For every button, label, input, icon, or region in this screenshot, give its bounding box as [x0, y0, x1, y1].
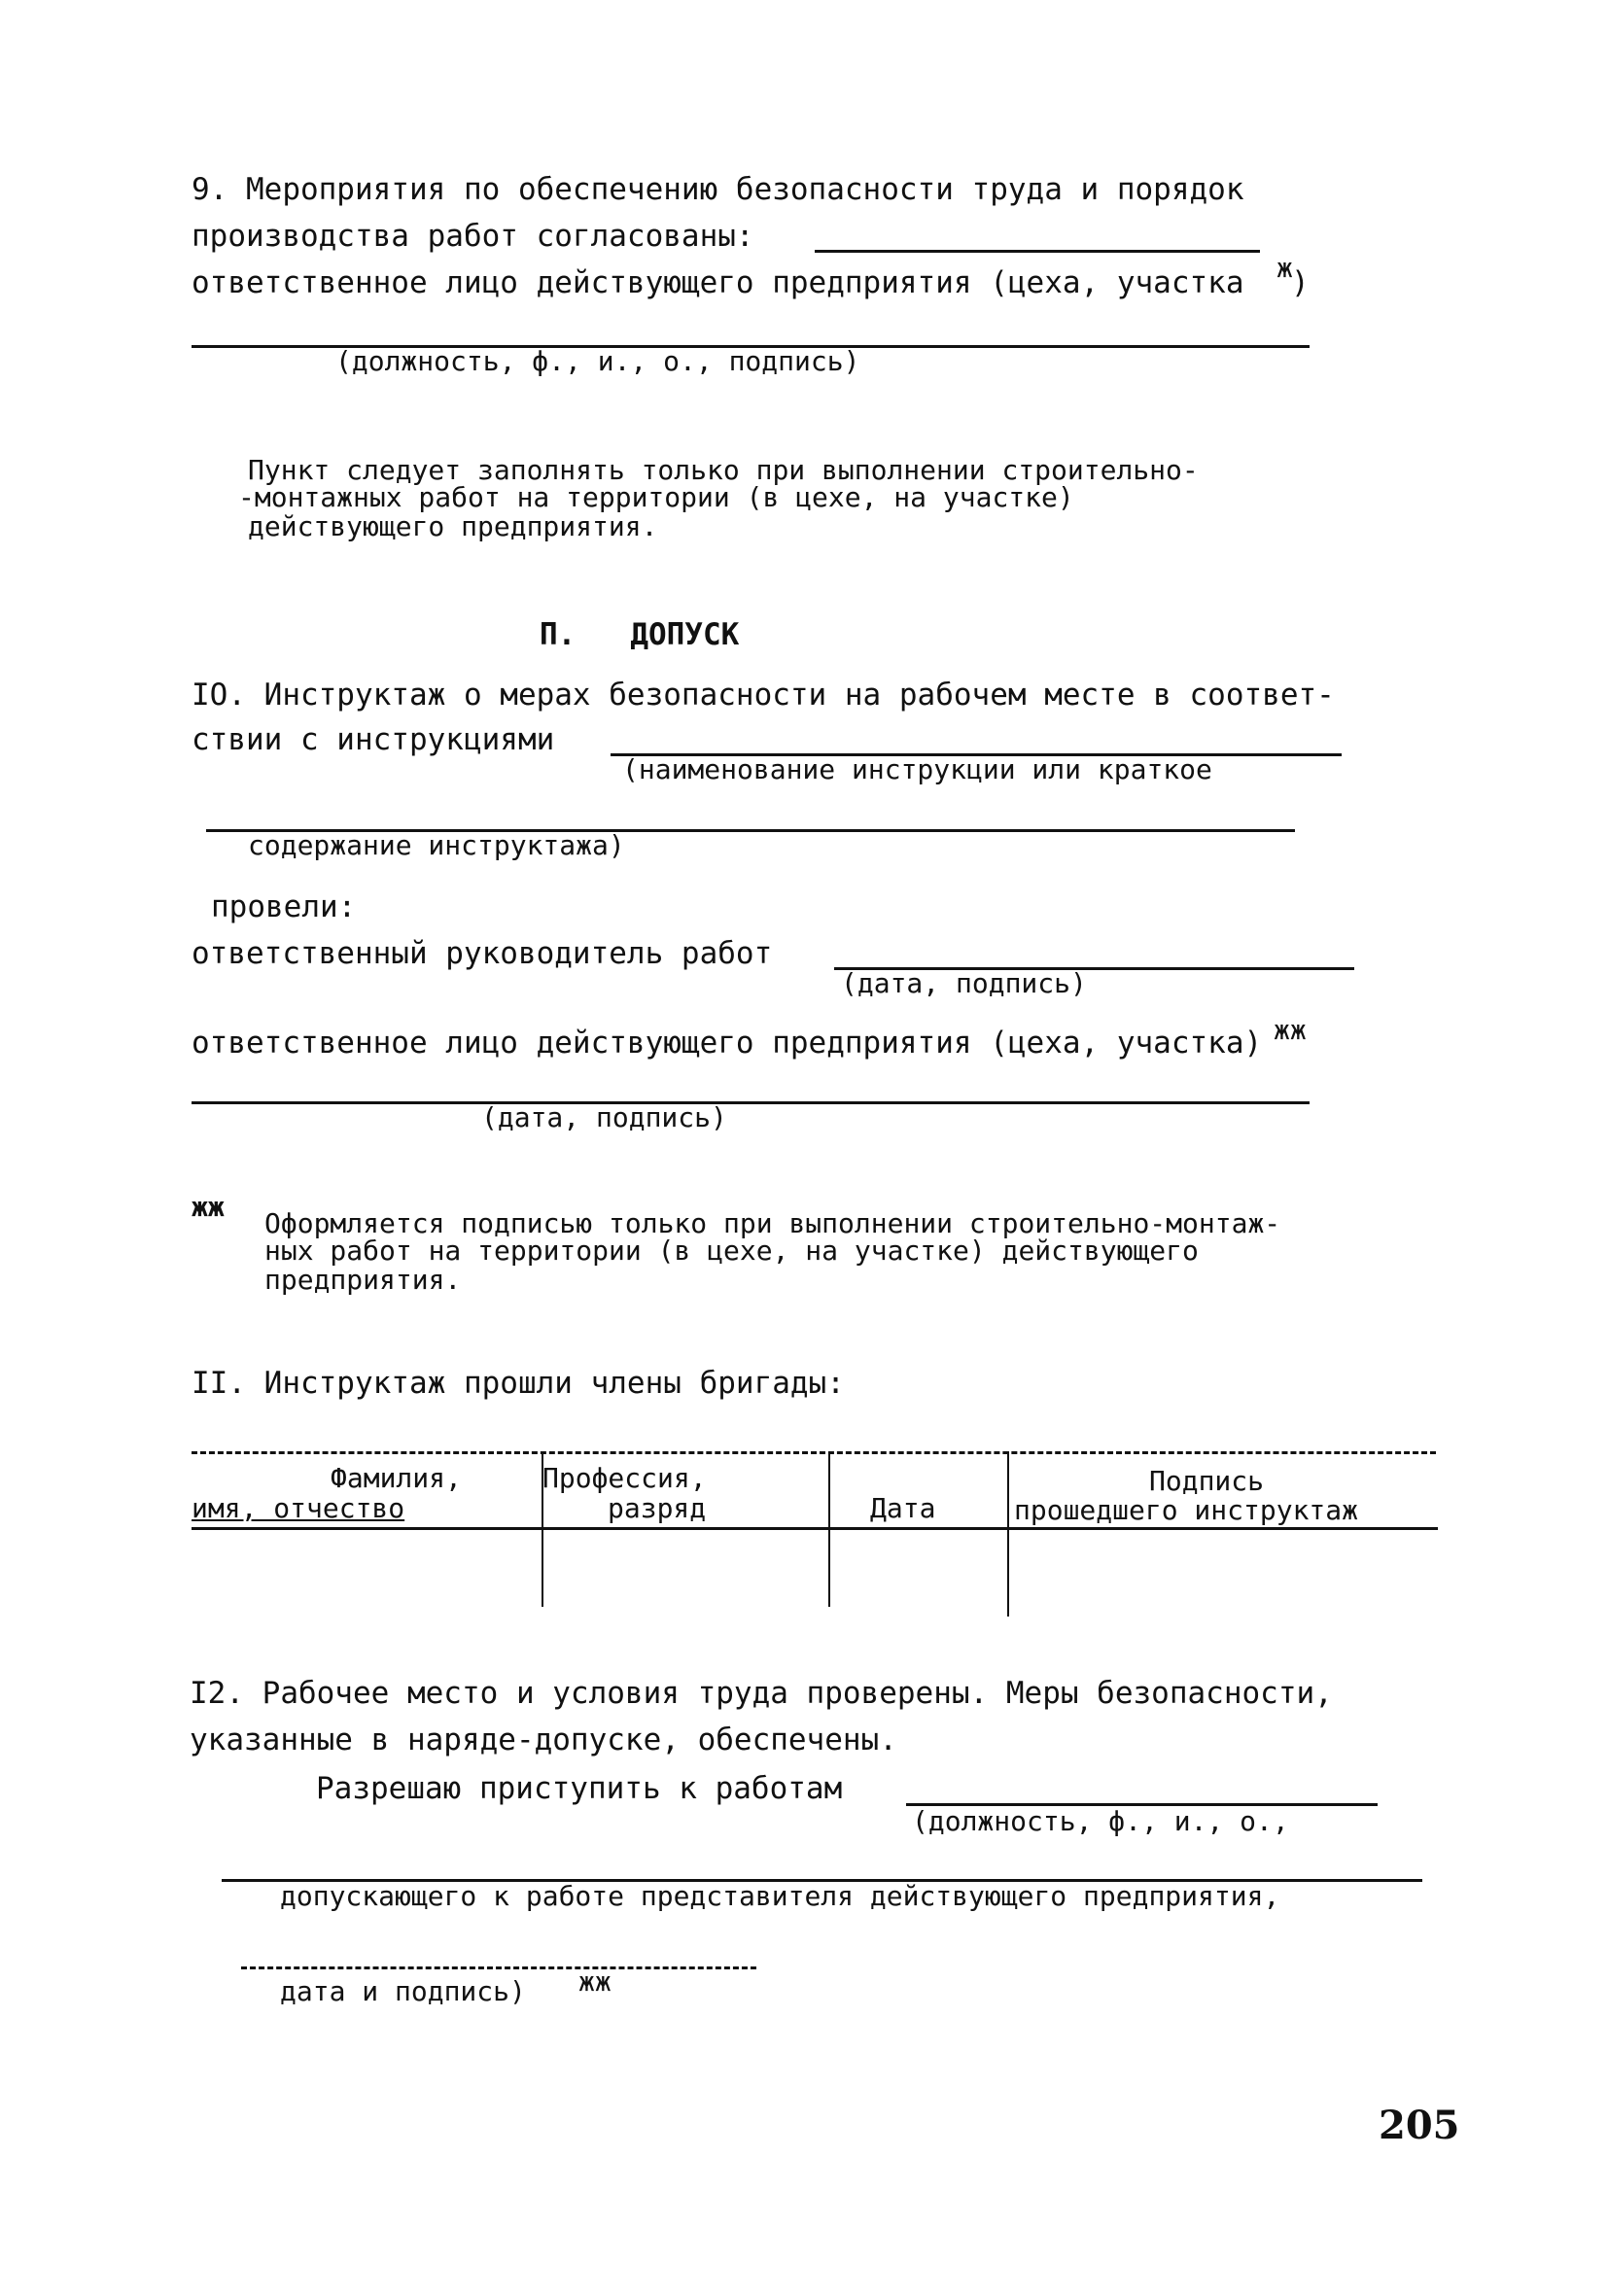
note-2-line-2: ных работ на территории (в цехе, на участке) действующего	[264, 1235, 1199, 1267]
note-1-line-2: -монтажных работ на территории (в цехе, на участке)	[238, 481, 1074, 513]
item-12-date-line	[241, 1966, 756, 1969]
item-10-line-3: ответственный руководитель работ	[192, 936, 773, 971]
item-10-line-2: ствии с инструкциями	[192, 722, 555, 757]
table-top-border	[192, 1451, 1436, 1454]
item-10-caption-3: (дата, подпись)	[841, 967, 1087, 999]
col-header-signature-2: прошедшего инструктаж	[1014, 1494, 1359, 1526]
item-12-caption-1: (должность, ф., и., о.,	[912, 1805, 1289, 1837]
item-12-caption-3: дата и подпись)	[280, 1975, 526, 2007]
page-number: 205	[1379, 2103, 1460, 2148]
col-header-signature-1: Подпись	[1149, 1465, 1265, 1497]
item-9-line-3-end: )	[1291, 265, 1310, 300]
col-header-name-2: имя, отчество	[192, 1492, 405, 1524]
col-header-profession-2: разряд	[608, 1492, 707, 1524]
item-10-caption-2: содержание инструктажа)	[248, 829, 625, 861]
item-9-footnote-mark: ж	[1276, 252, 1293, 284]
item-10-footnote-mark: жж	[1274, 1014, 1307, 1046]
item-9-line-3: ответственное лицо действующего предприятия (цеха, участка	[192, 265, 1244, 300]
note-2-line-3: предприятия.	[264, 1264, 462, 1296]
item-12-line-1: I2. Рабочее место и условия труда проверены. Меры безопасности,	[190, 1676, 1333, 1711]
note-2-line-1: Оформляется подписью только при выполнении строительно-монтаж-	[264, 1207, 1281, 1239]
item-12-footnote-mark: жж	[578, 1966, 612, 1998]
item-12-line-3: Разрешаю приступить к работам	[316, 1771, 843, 1806]
item-10-line-4: ответственное лицо действующего предприятия (цеха, участка)	[192, 1026, 1263, 1061]
item-9-agreement-line	[815, 250, 1260, 253]
col-header-profession-1: Профессия,	[542, 1462, 707, 1494]
section-title: П. ДОПУСК	[540, 617, 740, 652]
item-10-signature-line	[192, 1101, 1310, 1104]
table-divider-2	[828, 1451, 830, 1607]
col-header-date: Дата	[870, 1492, 936, 1524]
item-10-caption-1: (наименование инструкции или краткое	[622, 753, 1212, 785]
item-10-conducted: провели:	[211, 889, 357, 924]
item-12-line-2: указанные в наряде-допуске, обеспечены.	[190, 1722, 897, 1757]
item-10-caption-4: (дата, подпись)	[481, 1101, 727, 1133]
note-1-line-3: действующего предприятия.	[248, 510, 658, 542]
item-12-caption-2: допускающего к работе представителя действующего предприятия,	[280, 1880, 1280, 1912]
item-9-line-1: 9. Мероприятия по обеспечению безопасности труда и порядок	[192, 172, 1244, 207]
table-divider-3	[1007, 1451, 1009, 1617]
note-2-mark: жж	[192, 1191, 225, 1223]
item-11-title: II. Инструктаж прошли члены бригады:	[192, 1366, 845, 1401]
table-header-border	[192, 1527, 1438, 1530]
col-header-name-1: Фамилия,	[331, 1462, 462, 1494]
note-1-line-1: Пункт следует заполнять только при выполнении строительно-	[248, 454, 1199, 486]
item-9-caption: (должность, ф., и., о., подпись)	[335, 345, 860, 377]
item-9-line-2: производства работ согласованы:	[192, 219, 754, 254]
item-10-line-1: IO. Инструктаж о мерах безопасности на рабочем месте в соответ-	[192, 678, 1335, 713]
